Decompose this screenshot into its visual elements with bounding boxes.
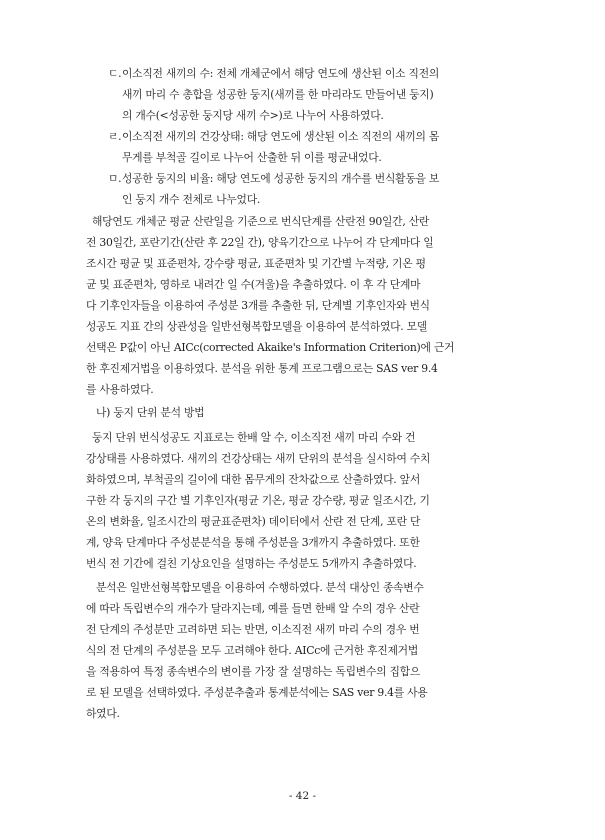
list-item-line: 무게를 부척골 길이로 나누어 산출한 뒤 이를 평균내었다. xyxy=(122,151,382,164)
paragraph-line: 전 단계의 주성분만 고려하면 되는 반면, 이소직전 새끼 마리 수의 경우 번 xyxy=(86,623,420,636)
list-item-line: 인 둥지 개수 전체로 나누었다. xyxy=(122,193,261,206)
paragraph-line: 둥지 단위 번식성공도 지표로는 한배 알 수, 이소직전 새끼 마리 수와 건 xyxy=(92,431,416,444)
paragraph-line: 분석은 일반선형복합모델을 이용하여 수행하였다. 분석 대상인 종속변수 xyxy=(96,581,424,594)
paragraph-line: 성공도 지표 간의 상관성을 일반선형복합모델을 이용하여 분석하였다. 모델 xyxy=(86,320,428,333)
paragraph-line: 식의 전 단계의 주성분을 모두 고려해야 한다. AICc에 근거한 후진제거법 xyxy=(86,644,419,657)
paragraph-line: 번식 전 기간에 걸친 기상요인을 설명하는 주성분도 5개까지 추출하였다. xyxy=(86,557,417,570)
list-item-line: 성공한 둥지의 비율: 해당 연도에 성공한 둥지의 개수를 번식활동을 보 xyxy=(122,172,440,185)
list-item-line: 의 개수(<성공한 둥지당 새끼 수>)로 나누어 사용하였다. xyxy=(122,109,384,122)
paragraph-line: 조시간 평균 및 표준편차, 강수량 평균, 표준편차 및 기간별 누적량, 기온 평 xyxy=(86,257,426,270)
paragraph-line: 를 사용하였다. xyxy=(86,383,154,396)
paragraph-line: 구한 각 둥지의 구간 별 기후인자(평균 기온, 평균 강수량, 평균 일조시간, 기 xyxy=(86,494,430,507)
list-item-line: 새끼 마리 수 총합을 성공한 둥지(새끼를 한 마리라도 만들어낸 둥지) xyxy=(122,88,434,101)
paragraph-line: 하였다. xyxy=(86,707,120,720)
list-item-marker: ㄹ. xyxy=(108,130,122,143)
paragraph-line: 을 적용하여 특정 종속변수의 변이를 가장 잘 설명하는 독립변수의 집합으 xyxy=(86,665,421,678)
list-item-line: 이소직전 새끼의 수: 전체 개체군에서 해당 연도에 생산된 이소 직전의 xyxy=(122,67,440,80)
paragraph-line: 계, 양육 단계마다 주성분분석을 통해 주성분을 3개까지 추출하였다. 또한 xyxy=(86,536,420,549)
paragraph-line: 로 된 모델을 선택하였다. 주성분추출과 통계분석에는 SAS ver 9.4를 사용 xyxy=(86,686,428,699)
paragraph-line: 균 및 표준편차, 영하로 내려간 일 수(겨울)을 추출하였다. 이 후 각 단계마 xyxy=(86,278,421,291)
paragraph-line: 한 후진제거법을 이용하였다. 분석을 위한 통계 프로그램으로는 SAS ver 9.4 xyxy=(86,362,438,375)
section-subheading: 나) 둥지 단위 분석 방법 xyxy=(96,406,205,419)
paragraph-line: 전 30일간, 포란기간(산란 후 22일 간), 양육기간으로 나누어 각 단계마다 일 xyxy=(86,236,434,249)
paragraph-line: 화하였으며, 부척골의 길이에 대한 몸무게의 잔차값으로 산출하였다. 앞서 xyxy=(86,473,421,486)
paragraph-line: 해당연도 개체군 평균 산란일을 기준으로 번식단계를 산란전 90일간, 산란 xyxy=(92,215,430,228)
page-number: - 42 - xyxy=(288,790,317,802)
paragraph-line: 온의 변화율, 일조시간의 평균표준편차) 데이터에서 산란 전 단계, 포란 단 xyxy=(86,515,421,528)
paragraph-line: 강상태를 사용하였다. 새끼의 건강상태는 새끼 단위의 분석을 실시하여 수치 xyxy=(86,452,431,465)
paragraph-line: 다 기후인자들을 이용하여 주성분 3개를 추출한 뒤, 단계별 기후인자와 번식 xyxy=(86,299,430,312)
paragraph-line: 선택은 P값이 아닌 AICc(corrected Akaike's Information Criterion)에 근거 xyxy=(86,341,455,354)
list-item-marker: ㅁ. xyxy=(108,172,122,185)
list-item-line: 이소직전 새끼의 건강상태: 해당 연도에 생산된 이소 직전의 새끼의 몸 xyxy=(122,130,440,143)
paragraph-line: 에 따라 독립변수의 개수가 달라지는데, 예를 들면 한배 알 수의 경우 산란 xyxy=(86,602,420,615)
list-item-marker: ㄷ. xyxy=(108,67,122,80)
